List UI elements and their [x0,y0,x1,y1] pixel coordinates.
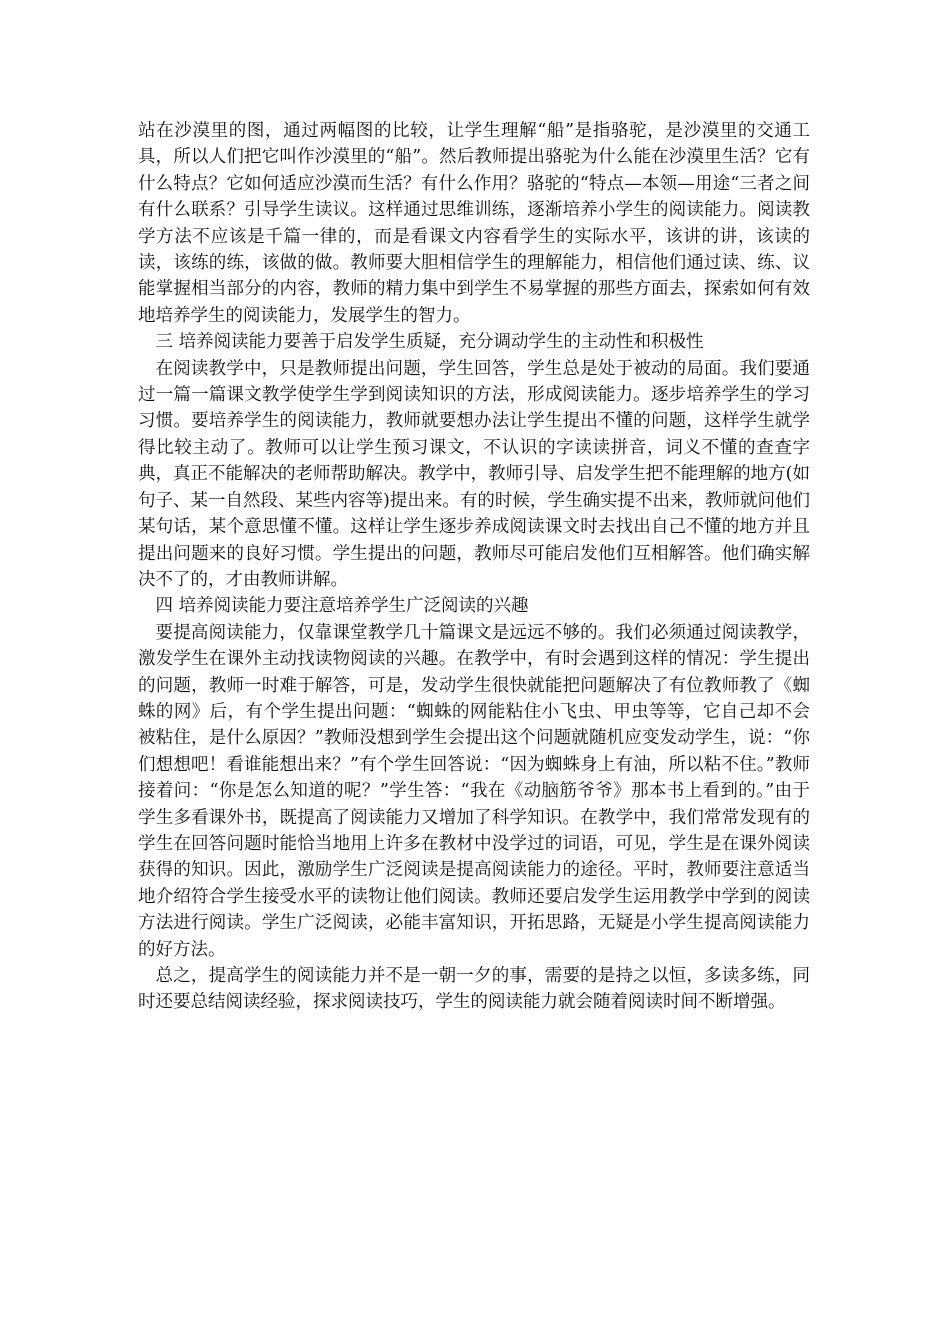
document-page [138,118,810,1016]
section-heading-four: 四 培养阅读能力要注意培养学生广泛阅读的兴趣 [155,596,529,617]
paragraph-section-three: 在阅读教学中，只是教师提出问题，学生回答，学生总是处于被动的局面。我们要通过一篇一篇课文教学使学生学到阅读知识的方法，形成阅读能力。逐步培养学生的学习习惯。要培养学生的阅读能力，教师就要想办法让学生提出不懂的问题，这样学生就学得比较主动了。教师可以让学生预习课文，不认识的字读读拼音，词义不懂的查查字典，真正不能解决的老师帮助解决。教学中，教师引导、启发学生把不能理解的地方(如句子、某一自然段、某些内容等)提出来。有的时候，学生确实提不出来，教师就问他们某句话，某个意思懂不懂。这样让学生逐步养成阅读课文时去找出自己不懂的地方并且提出问题来的良好习惯。学生提出的问题，教师尽可能启发他们互相解答。他们确实解决不了的，才由教师讲解。 [138,358,810,590]
section-heading-three: 三 培养阅读能力要善于启发学生质疑，充分调动学生的主动性和积极性 [155,332,704,353]
paragraph-continuation: 站在沙漠里的图，通过两幅图的比较，让学生理解“船”是指骆驼，是沙漠里的交通工具，所以人们把它叫作沙漠里的“船”。然后教师提出骆驼为什么能在沙漠里生活？它有什么特点？它如何适应沙漠而生活？有什么作用？骆驼的“特点—本领—用途“三者之间有什么联系？引导学生读议。这样通过思维训练，逐渐培养小学生的阅读能力。阅读教学方法不应该是千篇一律的，而是看课文内容看学生的实际水平，该讲的讲，该读的读，该练的练，该做的做。教师要大胆相信学生的理解能力，相信他们通过读、练、议能掌握相当部分的内容，教师的精力集中到学生不易掌握的那些方面去，探索如何有效地培养学生的阅读能力，发展学生的智力。 [138,121,810,326]
paragraph-section-four: 要提高阅读能力，仅靠课堂教学几十篇课文是远远不够的。我们必须通过阅读教学，激发学生在课外主动找读物阅读的兴趣。在教学中，有时会遇到这样的情况：学生提出的问题，教师一时难于解答，可是，发动学生很快就能把问题解决了有位教师教了《蜘蛛的网》后，有个学生提出问题：“蜘蛛的网能粘住小飞虫、甲虫等等，它自己却不会被粘住，是什么原因？”教师没想到学生会提出这个问题就随机应变发动学生，说：“你们想想吧！看谁能想出来？”有个学生回答说：“因为蜘蛛身上有油，所以粘不住。”教师接着问：“你是怎么知道的呢？”学生答：“我在《动脑筋爷爷》那本书上看到的。”由于学生多看课外书，既提高了阅读能力又增加了科学知识。在教学中，我们常常发现有的学生在回答问题时能恰当地用上许多在教材中没学过的词语，可见，学生是在课外阅读获得的知识。因此，激励学生广泛阅读是提高阅读能力的途径。平时，教师要注意适当地介绍符合学生接受水平的读物让他们阅读。教师还要启发学生运用教学中学到的阅读方法进行阅读。学生广泛阅读，必能丰富知识，开拓思路，无疑是小学生提高阅读能力的好方法。 [138,622,810,960]
paragraph-conclusion: 总之，提高学生的阅读能力并不是一朝一夕的事，需要的是持之以恒，多读多练，同时还要总结阅读经验，探求阅读技巧，学生的阅读能力就会随着阅读时间不断增强。 [138,966,810,1013]
